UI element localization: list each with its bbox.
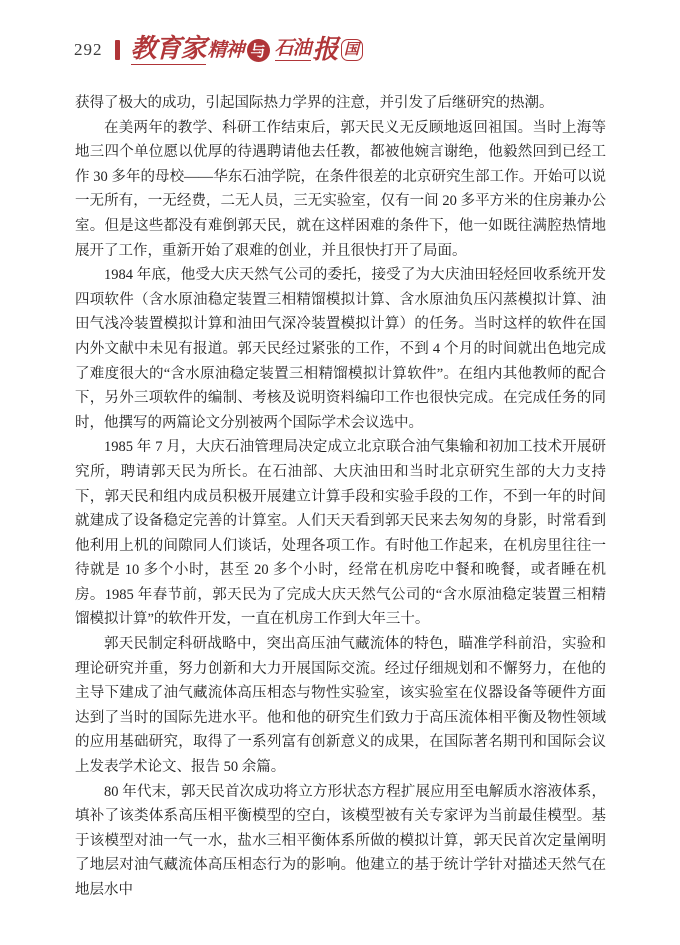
title-bao: 报 [312, 35, 338, 64]
body-paragraph: 获得了极大的成功，引起国际热力学界的注意，并引发了后继研究的热潮。 [75, 95, 554, 111]
body-text [75, 91, 606, 903]
title-jingshen: 精神 [207, 39, 244, 61]
body-paragraph: 80 年代末，郭天民首次成功将立方形状态方程扩展应用至电解质水溶液体系，填补了该类体系高压相平衡模型的空白，该模型被有关专家评为当前最佳模型。基于该模型对油一气一水，盐水三相平衡体系所做的模拟计算，郭天民首次定量阐明了地层对油气藏流体高压相态行为的影响。他建立的基于统计学针对描述天然气在地层水中 [75, 783, 606, 898]
title-guo-boxed: 国 [341, 39, 363, 61]
running-head [74, 34, 363, 66]
title-shiyou: 石油 [274, 38, 311, 59]
title-yu-circle-icon: 与 [247, 39, 270, 62]
page-number: 292 [74, 40, 103, 59]
chapter-title [130, 33, 363, 65]
body-paragraph: 1985 年 7 月，大庆石油管理局决定成立北京联合油气集输和初加工技术开展研究所，聘请郭天民为所长。在石油部、大庆油田和当时北京研究生部的大力支持下，郭天民和组内成员积极开展建立计算手段和实验手段的工作，不到一年的时间就建成了设备稳定完善的计算室。人们天天看到郭天民来去匆匆的身影，时常看到他利用上机的间隙同人们谈话，处理各项工作。有时他工作起来，在机房里往往一待就是 10 多个小时，甚至 20 多个小时，经常在机房吃中餐和晚餐，或者睡在机房。1985 年春节前，郭天民为了完成大庆天然气公司的“含水原油稳定装置三相精馏模拟计算”的软件开发，一直在机房工作到大年三十。 [75, 439, 606, 628]
body-paragraph: 1984 年底，他受大庆天然气公司的委托，接受了为大庆油田轻烃回收系统开发四项软件（含水原油稳定装置三相精馏模拟计算、含水原油负压闪蒸模拟计算、油田气浅冷装置模拟计算和油田气深冷装置模拟计算）的任务。当时这样的软件在国内外文献中未见有报道。郭天民经过紧张的工作，不到 4 个月的时间就出色地完成了难度很大的“含水原油稳定装置三相精馏模拟计算软件”。在组内其他教师的配合下，另外三项软件的编制、考核及说明资料编印工作也很快完成。在完成任务的同时，他撰写的两篇论文分别被两个国际学术会议选中。 [75, 267, 606, 431]
title-jiaoyujia: 教育家 [130, 33, 206, 63]
body-paragraph: 在美两年的教学、科研工作结束后，郭天民义无反顾地返回祖国。当时上海等地三四个单位愿以优厚的待遇聘请他去任教，都被他婉言谢绝，他毅然回到已经工作 30 多年的母校——华东石油学院，在条件很差的北京研究生部工作。开始可以说一无所有，一无经费，二无人员，三无实验室，仅有一间 20 多平方米的住房兼办公室。但是这些都没有难倒郭天民，就在这样困难的条件下，他一如既往满腔热情地展开了工作，重新开始了艰难的创业，并且很快打开了局面。 [75, 119, 606, 259]
body-paragraph: 郭天民制定科研战略中，突出高压油气藏流体的特色，瞄准学科前沿，实验和理论研究并重，努力创新和大力开展国际交流。经过仔细规划和不懈努力，在他的主导下建成了油气藏流体高压相态与物性实验室，该实验室在仪器设备等硬件方面达到了当时的国际先进水平。他和他的研究生们致力于高压流体相平衡及物性领域的应用基础研究，取得了一系列富有创新意义的成果，在国际著名期刊和国际会议上发表学术论文、报告 50 余篇。 [75, 636, 606, 776]
header-divider-bar [115, 40, 120, 60]
